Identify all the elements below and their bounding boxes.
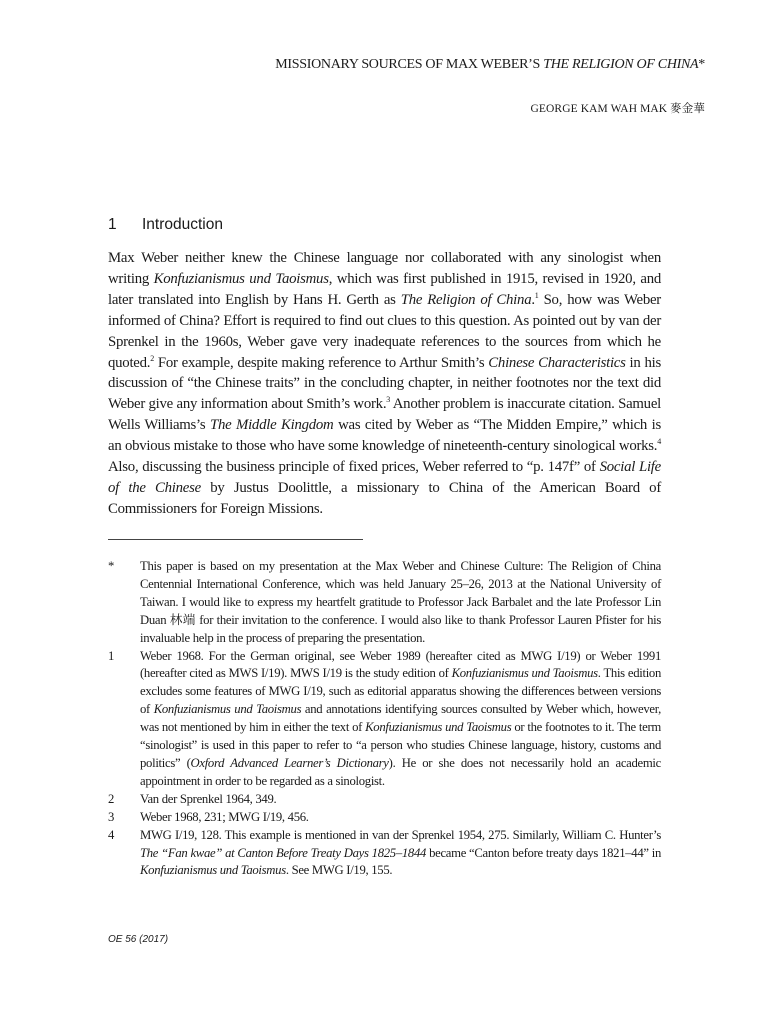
footnote-ref[interactable]: 4 — [657, 437, 661, 447]
article-title-book: THE RELIGION OF CHINA — [543, 57, 699, 72]
section-number: 1 — [108, 216, 117, 233]
footnote-mark: 1 — [108, 648, 115, 663]
footnote-text: Weber 1968, 231; MWG I/19, 456. — [140, 809, 309, 824]
footnote-3 — [108, 809, 661, 827]
footnote-mark: 3 — [108, 809, 115, 824]
footnote-text: MWG I/19, 128. This example is mentioned in van der Sprenkel 1954, 275. Similarly, William C. Hunter’s — [140, 827, 661, 842]
article-title-footnote-mark: * — [698, 57, 705, 72]
paragraph-text: was cited by Weber as “The Midden Empire,” which is an obvious mistake to those who have some knowledge of nineteenth-century sinological works. — [108, 417, 662, 455]
footnote-ref[interactable]: 2 — [150, 353, 154, 363]
author-name: GEORGE KAM WAH MAK 麥金華 — [530, 103, 705, 115]
book-title: Social Life of the Chinese — [108, 459, 661, 496]
paragraph-text: by Justus Doolittle, a missionary to China of the American Board of Commissioners for Foreign Missions. — [108, 479, 662, 517]
section-title: Introduction — [142, 216, 223, 233]
book-title: Konfuzianismus und Taoismus — [153, 270, 329, 287]
footnote-2 — [108, 791, 661, 809]
footnote-text: . This edition excludes some features of MWG I/19, such as editorial apparatus showing the differences between versions of — [140, 666, 662, 717]
article-title-text: MISSIONARY SOURCES OF MAX WEBER’S — [275, 57, 544, 72]
footnote-text: Weber 1968. For the German original, see Weber 1989 (hereafter cited as MWG I/19) or Weber 1991 (hereafter cited as MWS I/19). MWS I/19 is the study edition of — [140, 648, 661, 681]
article-title — [150, 57, 705, 73]
journal-footer: OE 56 (2017) — [108, 934, 169, 945]
body-paragraph — [108, 248, 661, 520]
footnote-book-title: Konfuzianismus und Taoismus — [153, 702, 302, 717]
footnote-1 — [108, 648, 661, 791]
footnote-4 — [108, 827, 661, 881]
footnote-mark: * — [108, 559, 115, 573]
paragraph-text: , which was first published in 1915, revised in 1920, and later translated into English by Hans H. Gerth as — [108, 270, 661, 308]
paragraph-text: So, how was Weber informed of China? Effort is required to find out clues to this question. As pointed out by van der Sprenkel in the 1960s, Weber gave very inadequate references to the sources from which he quoted. — [108, 291, 661, 371]
footnote-divider — [108, 539, 363, 540]
paragraph-text: Another problem is inaccurate citation. Samuel Wells Williams’s — [108, 396, 661, 434]
section-heading — [108, 216, 223, 234]
footnote-book-title: Oxford Advanced Learner’s Dictionary — [190, 755, 389, 770]
footnote-text: . See MWG I/19, 155. — [285, 863, 393, 878]
footnote-book-title: Konfuzianismus und Taoismus — [451, 666, 598, 681]
footnote-book-title: The “Fan kwae” at Canton Before Treaty Days 1825–1844 — [140, 845, 427, 860]
book-title: The Middle Kingdom — [209, 417, 334, 434]
book-title: Chinese Characteristics — [488, 354, 626, 371]
footnotes — [108, 558, 661, 880]
footnote-book-title: Konfuzianismus und Taoismus — [365, 720, 512, 735]
footnote-text: This paper is based on my presentation at the Max Weber and Chinese Culture: The Religion of China Centennial International Conference, which was held January 25–26, 2013 at the National University of Taiwan. I would like to express my heartfelt gratitude to Professor Jack Barbalet and the late Professor Lin Duan 林端 for their invitation to the conference. I would also like to thank Professor Lauren Pfister for his invaluable help in the process of preparing the presentation. — [140, 559, 661, 645]
footnote-mark: 2 — [108, 791, 115, 806]
footnote-text: became “Canton before treaty days 1821–44” in — [426, 845, 662, 860]
paragraph-text: in his discussion of “the Chinese traits” in the concluding chapter, in neither footnotes nor the text did Weber give any information about Smith’s work. — [108, 354, 661, 413]
footnote-mark: 4 — [108, 827, 115, 842]
footnote-ref[interactable]: 3 — [386, 395, 391, 405]
footnote-text: and annotations identifying sources consulted by Weber which, however, was not mentioned by him in either the text of — [140, 702, 661, 735]
paragraph-text: Max Weber neither knew the Chinese language nor collaborated with any sinologist when writing — [108, 250, 661, 287]
footnote-book-title: Konfuzianismus und Taoismus — [140, 863, 286, 878]
footnote-text: ). He or she does not necessarily hold an academic appointment in order to be regarded as a sinologist. — [140, 755, 661, 788]
footnote-text: Van der Sprenkel 1964, 349. — [140, 791, 277, 806]
footnote-star — [108, 558, 661, 648]
footnote-ref[interactable]: 1 — [534, 290, 539, 300]
paragraph-text: Also, discussing the business principle of fixed prices, Weber referred to “p. 147f” of — [108, 459, 600, 476]
paragraph-text: . — [531, 291, 535, 308]
paragraph-text: For example, despite making reference to Arthur Smith’s — [153, 354, 489, 371]
book-title: The Religion of China — [400, 291, 532, 308]
footnote-text: or the footnotes to it. The term “sinologist” is used in this paper to refer to “a person who studies Chinese language, history, customs and politics” ( — [140, 720, 661, 770]
